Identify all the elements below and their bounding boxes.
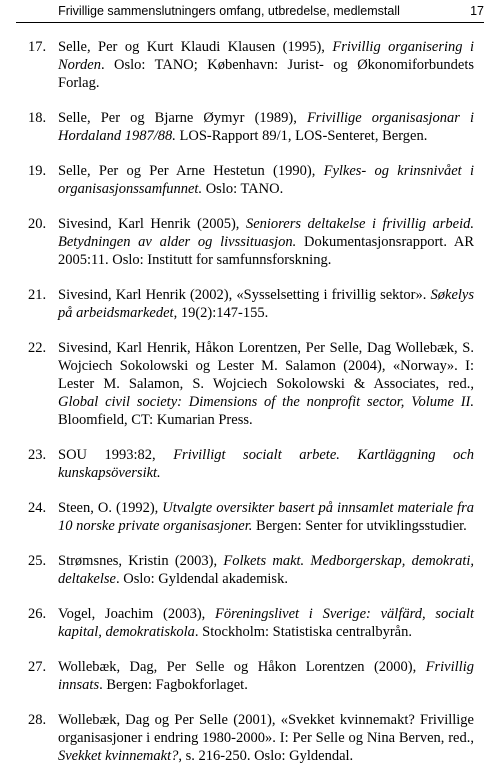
reference-text [58,500,474,534]
reference-text [58,553,474,587]
reference-text-segment: Selle, Per og Per Arne Hestetun (1990), [58,163,324,179]
reference-item [28,339,474,429]
reference-text-segment: Bloomfield, CT: Kumarian Press. [58,412,253,428]
reference-number: 23. [28,447,47,463]
reference-item [28,162,474,198]
reference-list [28,38,474,782]
running-header [16,0,484,23]
reference-text-segment: Strømsnes, Kristin (2003), [58,553,224,569]
reference-text-segment: Selle, Per og Kurt Klaudi Klausen (1995), [58,39,333,55]
reference-text [58,447,474,481]
reference-title-italic: Frivillig innsats [58,659,474,693]
reference-item [28,109,474,145]
reference-text [58,606,474,640]
reference-text [58,216,474,268]
reference-title-italic: Frivillige organisasjonar i Hordaland 1987/88. [58,110,474,144]
page-number: 17 [470,4,484,18]
reference-text-segment: Bergen: Senter for utviklingsstudier. [252,518,467,534]
reference-number: 18. [28,110,47,126]
reference-text-segment: , 19(2):147-155. [173,305,269,321]
reference-number: 24. [28,500,47,516]
reference-title-italic: Frivillig organisering i Norden [58,39,474,73]
reference-text-segment: . Oslo: TANO; København: Jurist- og Økonomiforbundets Forlag. [58,57,474,91]
reference-number: 19. [28,163,47,179]
reference-item [28,286,474,322]
reference-item [28,38,474,92]
reference-number: 28. [28,712,47,728]
reference-item [28,215,474,269]
reference-text [58,340,474,428]
reference-text-segment: Sivesind, Karl Henrik (2002), «Sysselsetting i frivillig sektor». [58,287,431,303]
reference-number: 25. [28,553,47,569]
reference-text-segment: SOU 1993:82, [58,447,174,463]
reference-title-italic: Frivilligt socialt arbete. Kartläggning och kunskapsöversikt. [58,447,474,481]
reference-title-italic: Folkets makt. Medborgerskap, demokrati, deltakelse [58,553,475,587]
reference-text [58,39,474,91]
reference-text-segment: Selle, Per og Bjarne Øymyr (1989), [58,110,307,126]
reference-item [28,605,474,641]
reference-item [28,658,474,694]
running-header-title: Frivillige sammenslutningers omfang, utbredelse, medlemstall [58,4,400,18]
reference-item [28,552,474,588]
reference-title-italic: Svekket kvinnemakt? [58,748,179,764]
reference-title-italic: Søkelys på arbeidsmarkedet [58,287,474,321]
reference-number: 17. [28,39,47,55]
reference-text [58,287,474,321]
reference-number: 26. [28,606,47,622]
reference-text-segment: . Bergen: Fagbokforlaget. [99,677,248,693]
reference-number: 27. [28,659,47,675]
reference-text-segment: , s. 216-250. Oslo: Gyldendal. [178,748,354,764]
reference-title-italic: Utvalgte oversikter basert på innsamlet materiale fra 10 norske private organisasjoner. [58,500,474,534]
reference-title-italic: Global civil society: Dimensions of the nonprofit sector, Volume II. [58,394,474,410]
reference-text [58,110,474,144]
reference-text-segment: Sivesind, Karl Henrik, Håkon Lorentzen, Per Selle, Dag Wollebæk, S. Wojciech Sokolowski og Lester M. Salamon (2004), «Norway». I: Lester M. Salamon, S. Wojciech Sokolowski & Associates, red., [58,340,474,392]
reference-item [28,446,474,482]
reference-text [58,712,474,764]
reference-number: 21. [28,287,47,303]
reference-title-italic: Seniorers deltakelse i frivillig arbeid. Betydningen av alder og livssituasjon. [58,216,474,250]
reference-item [28,711,474,765]
reference-text-segment: Wollebæk, Dag, Per Selle og Håkon Lorentzen (2000), [58,659,426,675]
reference-text-segment: . Stockholm: Statistiska centralbyrån. [194,624,412,640]
reference-text-segment: Wollebæk, Dag og Per Selle (2001), «Svekket kvinnemakt? Frivillige organisasjoner i endring 1980-2000». I: Per Selle og Nina Berven, red., [58,712,474,746]
reference-text-segment: Sivesind, Karl Henrik (2005), [58,216,246,232]
reference-text [58,163,474,197]
reference-number: 20. [28,216,47,232]
reference-text-segment: Vogel, Joachim (2003), [58,606,216,622]
reference-text-segment: LOS-Rapport 89/1, LOS-Senteret, Bergen. [175,128,428,144]
reference-title-italic: Fylkes- og krinsnivået i organisasjonssamfunnet. [58,163,474,197]
reference-text-segment: Oslo: TANO. [202,181,284,197]
reference-text-segment: Dokumentasjonsrapport. AR 2005:11. Oslo: Institutt for samfunnsforskning. [58,234,474,268]
reference-item [28,499,474,535]
reference-text-segment: . Oslo: Gyldendal akademisk. [115,571,288,587]
reference-number: 22. [28,340,47,356]
reference-title-italic: Föreningslivet i Sverige: välfärd, socialt kapital, demokratiskola [58,606,475,640]
reference-text-segment: Steen, O. (1992), [58,500,163,516]
reference-text [58,659,474,693]
